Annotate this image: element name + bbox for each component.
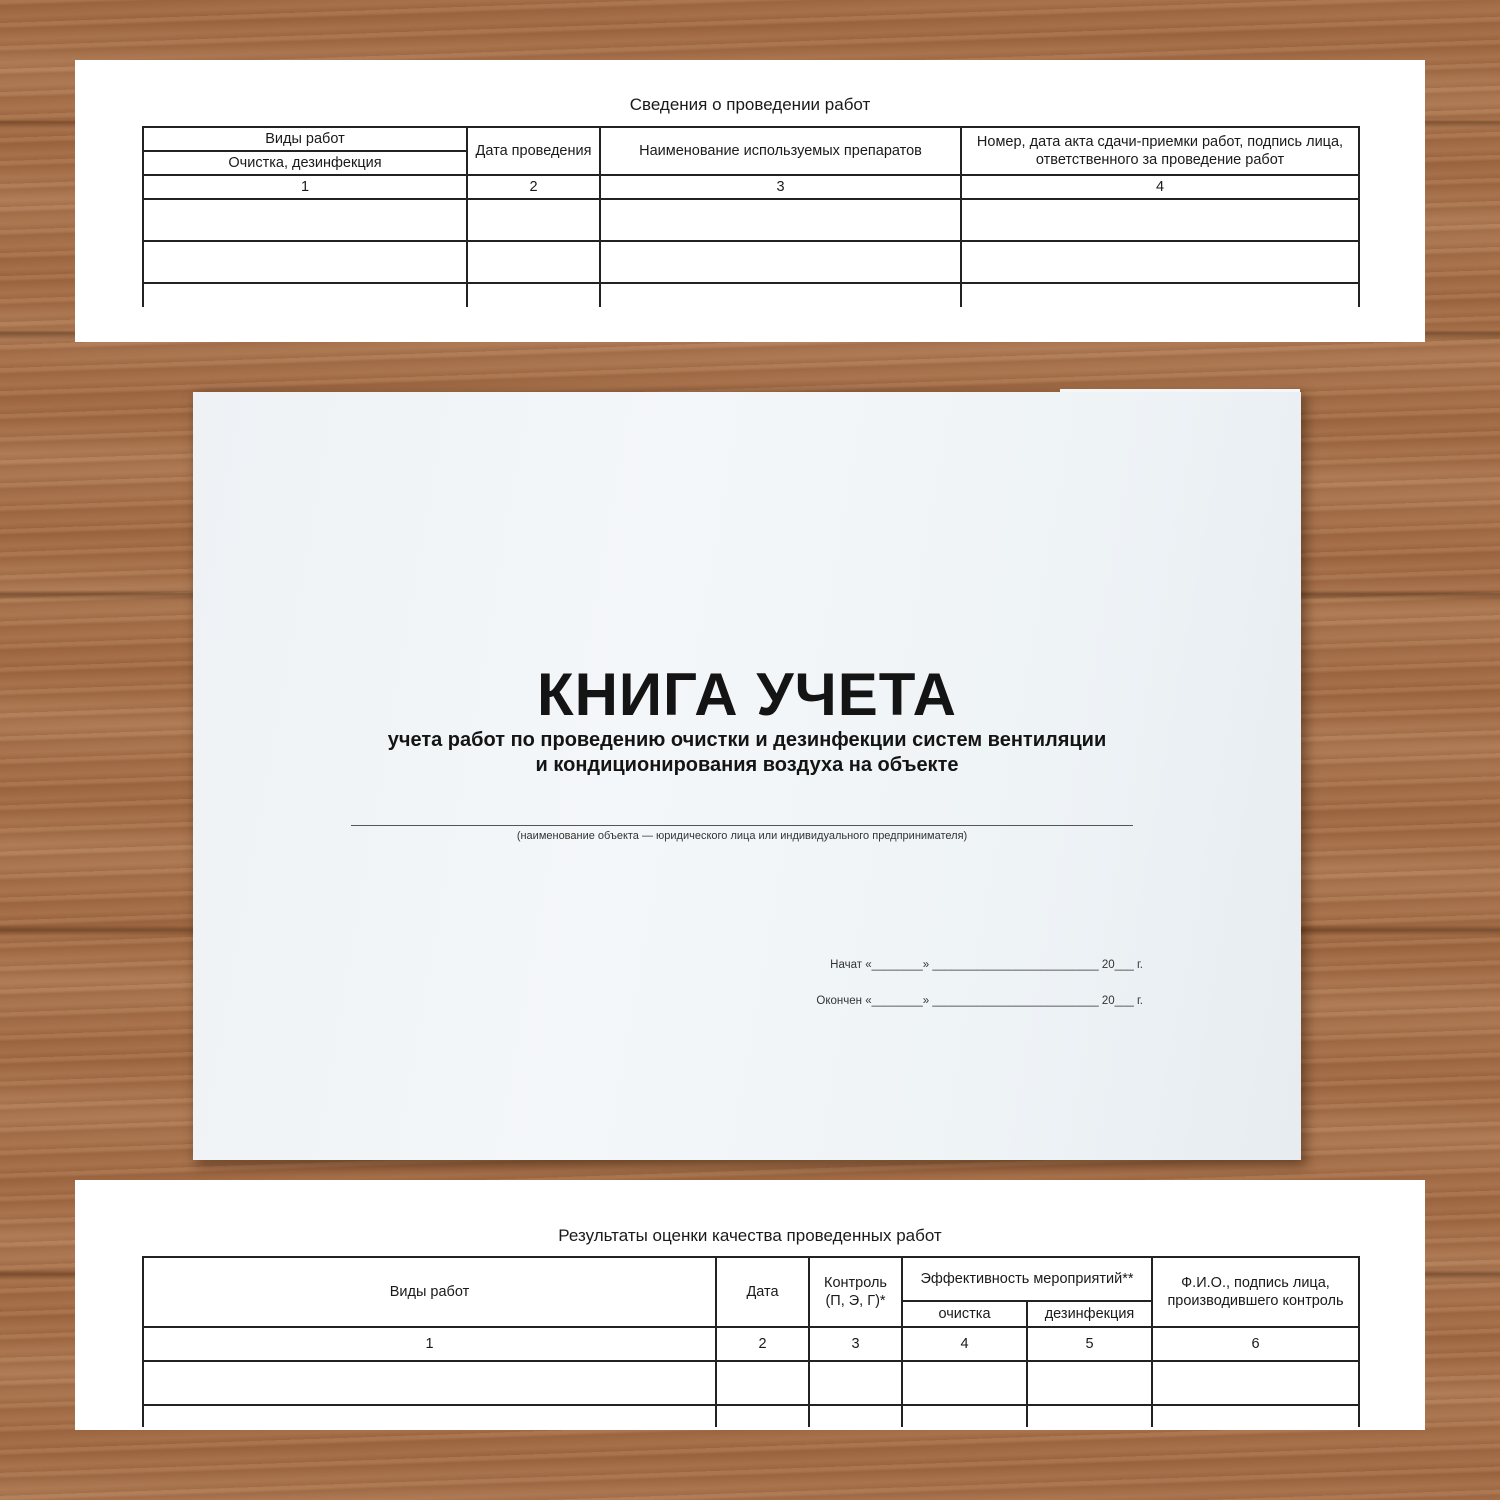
- finished-date-row: Окончен «________» __________________________ 20___ г.: [816, 995, 1143, 1007]
- top-table-strip: [75, 60, 1425, 342]
- table-row: [143, 1361, 1359, 1405]
- column-number: 3: [600, 175, 961, 199]
- cover-title: КНИГА УЧЕТА: [536, 661, 957, 728]
- cover-subtitle-line: и кондиционирования воздуха на объекте: [535, 754, 959, 776]
- column-number: 2: [467, 175, 600, 199]
- bottom-table-strip: [75, 1180, 1425, 1430]
- cover-subtitle-line: учета работ по проведению очистки и дезинфекции систем вентиляции: [387, 729, 1107, 751]
- column-number: 1: [143, 175, 467, 199]
- table-row: [143, 1405, 1359, 1427]
- work-info-table: [142, 126, 1360, 307]
- header-date: Дата: [716, 1257, 809, 1327]
- table-cell: [143, 241, 467, 283]
- table-cell: [809, 1405, 902, 1427]
- table-cell: [809, 1361, 902, 1405]
- started-date-row: Начат «________» __________________________ 20___ г.: [830, 959, 1143, 971]
- column-number-row: [143, 1327, 1359, 1361]
- table-cell: [1152, 1361, 1359, 1405]
- bottom-table-title: Результаты оценки качества проведенных работ: [558, 1226, 942, 1245]
- table-cell: [467, 199, 600, 241]
- table-cell: [961, 283, 1359, 307]
- table-cell: [902, 1405, 1027, 1427]
- table-cell: [1152, 1405, 1359, 1427]
- header-acceptance-act: Номер, дата акта сдачи-приемки работ, подпись лица, ответственного за проведение работ: [961, 127, 1359, 175]
- table-cell: [600, 199, 961, 241]
- subheader-cleaning-disinfection: Очистка, дезинфекция: [143, 151, 467, 175]
- table-cell: [143, 1361, 716, 1405]
- table-row: [143, 283, 1359, 307]
- table-cell: [467, 283, 600, 307]
- object-name-line: [351, 825, 1133, 826]
- column-number: 4: [961, 175, 1359, 199]
- table-cell: [143, 1405, 716, 1427]
- table-cell: [716, 1361, 809, 1405]
- column-number: 3: [809, 1327, 902, 1361]
- subheader-cleaning: очистка: [902, 1301, 1027, 1327]
- table-cell: [961, 241, 1359, 283]
- table-cell: [961, 199, 1359, 241]
- table-cell: [1027, 1361, 1152, 1405]
- cover-subtitle: [193, 728, 1301, 778]
- subheader-disinfection: дезинфекция: [1027, 1301, 1152, 1327]
- column-number: 1: [143, 1327, 716, 1361]
- object-name-caption: (наименование объекта — юридического лица или индивидуального предпринимателя): [516, 830, 968, 842]
- table-row: [143, 241, 1359, 283]
- header-date: Дата проведения: [467, 127, 600, 175]
- column-number-row: [143, 175, 1359, 199]
- top-table-title: Сведения о проведении работ: [629, 95, 871, 114]
- table-cell: [143, 199, 467, 241]
- book-cover: [193, 392, 1301, 1160]
- quality-results-table: [142, 1256, 1360, 1427]
- table-cell: [143, 283, 467, 307]
- column-number: 6: [1152, 1327, 1359, 1361]
- table-cell: [600, 283, 961, 307]
- table-cell: [902, 1361, 1027, 1405]
- table-cell: [600, 241, 961, 283]
- header-effectiveness: Эффективность мероприятий**: [902, 1257, 1152, 1301]
- column-number: 4: [902, 1327, 1027, 1361]
- header-work-types: Виды работ: [143, 127, 467, 151]
- column-number: 2: [716, 1327, 809, 1361]
- table-cell: [716, 1405, 809, 1427]
- table-row: [143, 199, 1359, 241]
- header-preparations: Наименование используемых препаратов: [600, 127, 961, 175]
- header-controller-signature: Ф.И.О., подпись лица, производившего контроль: [1152, 1257, 1359, 1327]
- header-work-types: Виды работ: [143, 1257, 716, 1327]
- column-number: 5: [1027, 1327, 1152, 1361]
- table-cell: [1027, 1405, 1152, 1427]
- table-cell: [467, 241, 600, 283]
- header-control: Контроль (П, Э, Г)*: [809, 1257, 902, 1327]
